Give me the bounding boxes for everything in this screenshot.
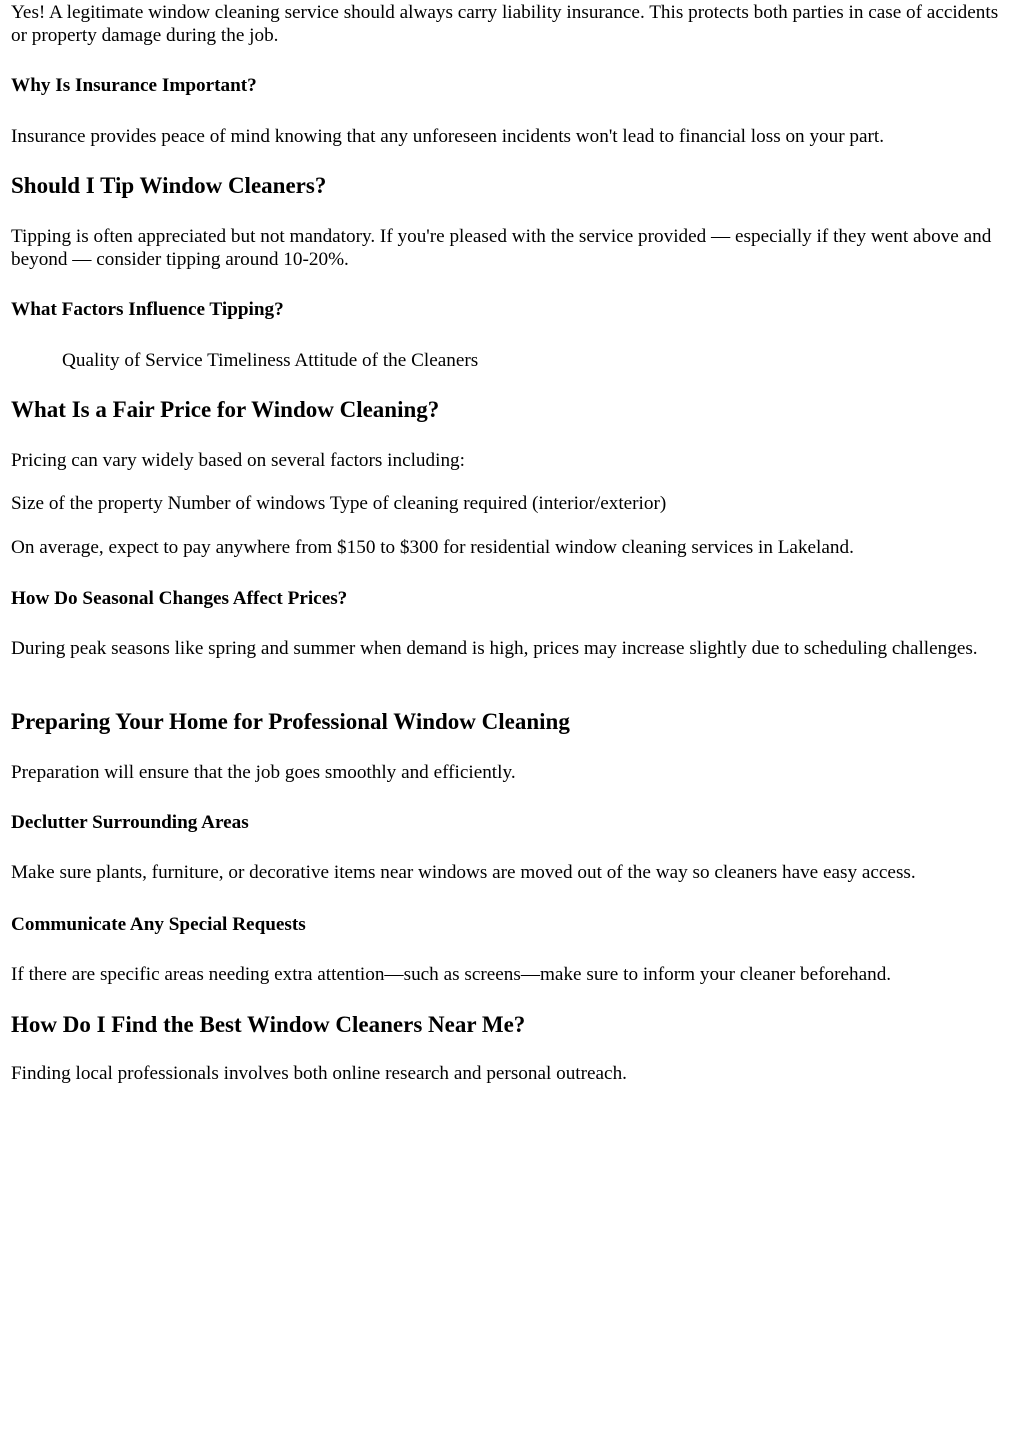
heading-tip: Should I Tip Window Cleaners? [11, 173, 327, 198]
heading-declutter: Declutter Surrounding Areas [11, 812, 249, 833]
paragraph-insurance: Insurance provides peace of mind knowing that any unforeseen incidents won't lead to financial loss on your part. [11, 126, 885, 147]
paragraph-prepare: Preparation will ensure that the job goes smoothly and efficiently. [11, 762, 516, 783]
paragraph-price-average: On average, expect to pay anywhere from $150 to $300 for residential window cleaning services in Lakeland. [11, 537, 854, 558]
intro-paragraph: Yes! A legitimate window cleaning service should always carry liability insurance. This protects both parties in case of accidents or property damage during the job. [11, 2, 999, 46]
paragraph-special-requests: If there are specific areas needing extra attention—such as screens—make sure to inform your cleaner beforehand. [11, 964, 892, 985]
heading-seasonal: How Do Seasonal Changes Affect Prices? [11, 588, 348, 609]
paragraph-price-intro: Pricing can vary widely based on several factors including: [11, 450, 465, 471]
paragraph-tip-factors: Quality of Service Timeliness Attitude of the Cleaners [62, 350, 479, 371]
paragraph-find-cleaners: Finding local professionals involves both online research and personal outreach. [11, 1063, 627, 1084]
heading-special-requests: Communicate Any Special Requests [11, 914, 306, 935]
heading-fair-price: What Is a Fair Price for Window Cleaning? [11, 397, 440, 422]
paragraph-declutter: Make sure plants, furniture, or decorative items near windows are moved out of the way so cleaners have easy access. [11, 862, 916, 883]
heading-find-cleaners: How Do I Find the Best Window Cleaners Near Me? [11, 1012, 526, 1037]
paragraph-price-factors: Size of the property Number of windows Type of cleaning required (interior/exterior) [11, 493, 667, 514]
heading-insurance-importance: Why Is Insurance Important? [11, 75, 257, 96]
heading-prepare: Preparing Your Home for Professional Window Cleaning [11, 709, 570, 734]
heading-tip-factors: What Factors Influence Tipping? [11, 299, 284, 320]
paragraph-tip: Tipping is often appreciated but not mandatory. If you're pleased with the service provided — especially if they went above and beyond — consider tipping around 10-20%. [11, 226, 992, 270]
paragraph-seasonal: During peak seasons like spring and summer when demand is high, prices may increase slightly due to scheduling challenges. [11, 638, 978, 659]
